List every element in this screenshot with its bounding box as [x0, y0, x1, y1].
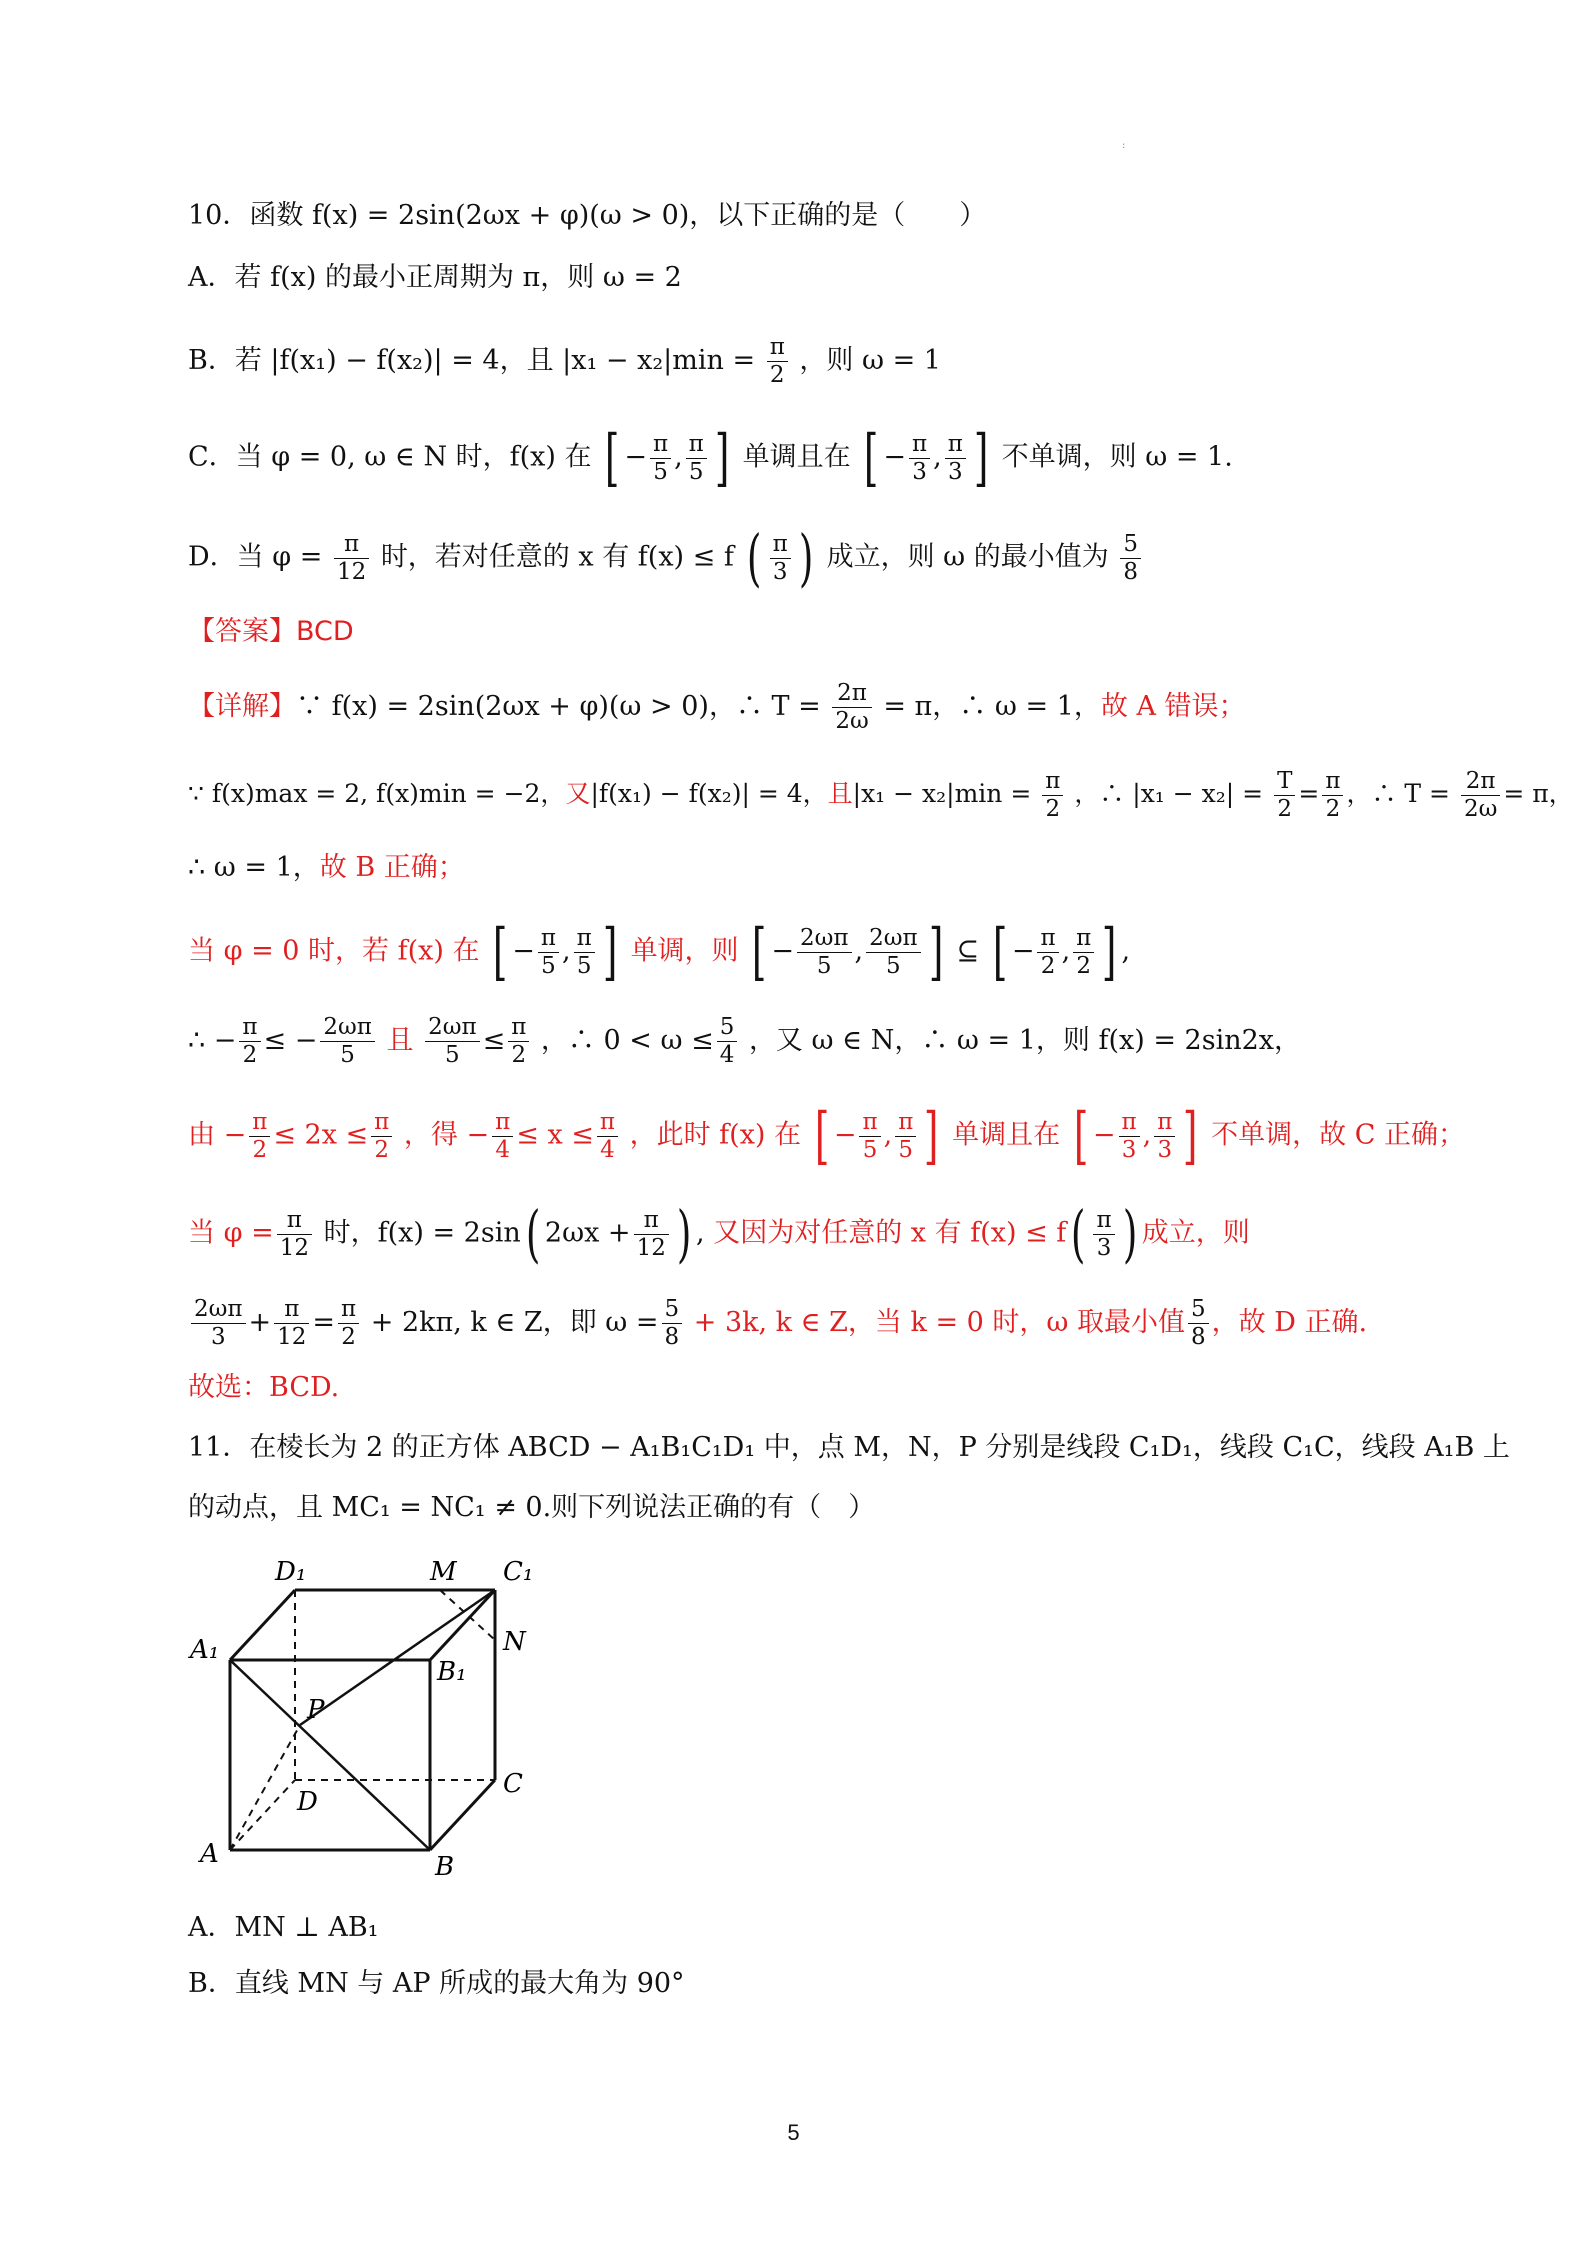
fraction-den: 5 [653, 458, 668, 485]
fraction-den: 2 [242, 1042, 258, 1068]
sol8-c: + 2kπ, k ∈ Z，即 ω = [370, 1307, 659, 1338]
fraction [1073, 925, 1094, 980]
bracket: ] [714, 421, 730, 494]
fraction-num: π [650, 431, 671, 459]
fraction [832, 680, 871, 735]
paren: ) [676, 1197, 692, 1270]
fraction-num: 2π [1461, 768, 1500, 796]
fraction [1119, 1109, 1140, 1164]
bracket: [ [992, 915, 1007, 988]
fraction-den: 8 [1191, 1324, 1206, 1350]
sol2-d: 且 [827, 779, 853, 808]
fraction-den: 5 [886, 952, 901, 979]
fraction-den: 3 [912, 458, 927, 485]
cube-figure [185, 1540, 565, 1880]
fraction-den: 5 [576, 952, 592, 979]
sol8-d: + 3k, k ∈ Z，当 k = 0 时，ω 取最小值 [693, 1307, 1186, 1338]
fraction-den: 8 [664, 1324, 680, 1350]
fraction-num: 2π [832, 680, 871, 708]
fraction-num: 2ωπ [866, 925, 921, 953]
fraction-den: 4 [719, 1042, 735, 1068]
fraction-num: π [492, 1109, 513, 1137]
fraction-den: 3 [1157, 1136, 1173, 1163]
fraction-den: 3 [772, 558, 788, 585]
fraction-den: 2 [1076, 952, 1092, 979]
sol4-c: ⊆ [956, 935, 980, 967]
sol2-c: |f(x₁) − f(x₂)| = 4， [590, 779, 828, 808]
fraction-num: π [1154, 1109, 1175, 1137]
label-a: A [200, 1839, 219, 1869]
fraction [797, 925, 852, 980]
fraction-num: 5 [1120, 531, 1141, 559]
paren: ) [1122, 1197, 1137, 1270]
fraction-num: 5 [717, 1014, 738, 1042]
answer-value: BCD [296, 616, 354, 647]
solution-line-5 [188, 1014, 1301, 1069]
sol2-b: 又 [565, 779, 591, 808]
q11-option-b: B．直线 MN 与 AP 所成的最大角为 90° [188, 1968, 685, 1999]
label-d1: D₁ [275, 1557, 307, 1587]
fraction-num: π [334, 531, 369, 559]
fraction [1322, 768, 1343, 823]
fraction [371, 1109, 392, 1164]
q10-option-d [188, 521, 1144, 594]
fraction [909, 431, 930, 486]
fraction-num: π [249, 1109, 270, 1137]
sol8-b: = [312, 1307, 336, 1338]
fraction-num: π [895, 1109, 916, 1137]
fraction [277, 1207, 312, 1262]
sol6-e: ，此时 f(x) 在 [629, 1119, 802, 1151]
fraction-den: 5 [898, 1136, 914, 1163]
fraction-den: 3 [1096, 1234, 1112, 1261]
corner-mark: : [1122, 140, 1126, 151]
sol6-b: ≤ 2x ≤ [273, 1119, 369, 1151]
label-b1: B₁ [437, 1657, 467, 1687]
fraction-den: 12 [336, 558, 367, 585]
fraction [717, 1014, 738, 1069]
edge-a1-d1 [230, 1590, 295, 1660]
fraction [1037, 925, 1058, 980]
q10-option-c-post: 不单调，则 ω = 1. [1001, 441, 1233, 473]
fraction-num: π [1322, 768, 1343, 796]
fraction-num: π [859, 1109, 880, 1137]
fraction [1188, 1296, 1209, 1351]
q10-option-b-post: ，则 ω = 1 [799, 345, 941, 376]
fraction-den: 12 [279, 1234, 309, 1261]
fraction [650, 431, 671, 486]
bracket: ] [1102, 915, 1117, 988]
sol1-c: 故 A 错误； [1100, 691, 1246, 722]
fraction [508, 1014, 529, 1069]
fraction [1274, 768, 1295, 823]
sol2-a: ∵ f(x)max = 2, f(x)min = −2， [188, 779, 566, 808]
sol5-b: ≤ − [263, 1025, 318, 1056]
label-b: B [435, 1852, 455, 1880]
sol2-e: |x₁ − x₂|min = [852, 779, 1032, 808]
fraction [239, 1014, 260, 1069]
sol6-a: 由 − [188, 1119, 247, 1151]
fraction [1042, 768, 1063, 823]
q10-option-c: C．当 φ = 0, ω ∈ N 时，f(x) 在 [ − $\frac{\pi}{5}$ , $\frac{\pi}{5}$ ] 单调且在 [ − $\frac{\pi}{3}$ , $\frac{\pi}{3}$ ] 不单调，则 ω = 1. [188, 421, 1233, 494]
fraction-den: 5 [816, 952, 832, 979]
bracket: [ [492, 915, 508, 988]
bracket: ] [924, 1099, 939, 1172]
label-c1: C₁ [503, 1557, 534, 1587]
fraction-den: 2 [511, 1042, 527, 1068]
fraction-num: 5 [662, 1296, 683, 1324]
bracket: ] [928, 915, 943, 988]
fraction [334, 531, 369, 586]
solution-line-6: 由 − $\frac{\pi}{2}$ ≤ 2x ≤ $\frac{\pi}{2}$ ，得 − $\frac{\pi}{4}$ ≤ x ≤ $\frac{\pi}{4}$ ，此时 f(x) 在 [ − $\frac{\pi}{5}$ , $\frac{\pi}{5}$ ] 单调且在 [ − $\frac{\pi}{3}$ , $\frac{\pi}{3}$ ] 不单调，故 C 正确； [188, 1099, 1465, 1172]
fraction-den: 12 [277, 1324, 307, 1350]
fraction [538, 925, 559, 980]
q10-option-d-post: 成立，则 ω 的最小值为 [826, 541, 1109, 573]
fraction [945, 431, 966, 486]
fraction-num: π [597, 1109, 618, 1137]
sol6-d: ≤ x ≤ [516, 1119, 594, 1151]
sol6-f: 单调且在 [952, 1119, 1061, 1151]
fraction-num: π [1119, 1109, 1140, 1137]
fraction-num: π [1037, 925, 1058, 953]
fraction-den: 3 [210, 1324, 226, 1350]
solution-line-2 [188, 768, 1574, 823]
sol6-g: 不单调，故 C 正确； [1211, 1119, 1465, 1151]
fraction-den: 3 [947, 458, 963, 485]
sol6-c: ，得 − [403, 1119, 490, 1151]
edge-c-b [430, 1780, 495, 1850]
fraction [1120, 531, 1141, 586]
fraction [895, 1109, 916, 1164]
fraction-num: π [1093, 1207, 1114, 1235]
label-n: N [503, 1627, 526, 1657]
fraction [634, 1207, 669, 1262]
q10-option-c-pre: C．当 φ = 0, ω ∈ N 时，f(x) 在 [188, 441, 592, 473]
solution-line-1 [188, 680, 1246, 735]
fraction-den: 5 [445, 1042, 460, 1068]
fraction-den: 8 [1123, 558, 1138, 585]
fraction-den: 2 [1277, 796, 1293, 822]
paren: ) [798, 521, 814, 594]
fraction-num: π [277, 1207, 312, 1235]
fraction-num: π [767, 334, 788, 362]
sol7-arg: 2ωx + [544, 1217, 631, 1249]
bracket: [ [814, 1099, 830, 1172]
fraction [274, 1296, 309, 1351]
label-p: P [307, 1695, 325, 1725]
q11-option-a: A．MN ⊥ AB₁ [188, 1912, 379, 1943]
answer-line [188, 612, 354, 652]
fraction-den: 2 [374, 1136, 390, 1163]
page-number: 5 [787, 2120, 800, 2145]
fraction-den: 2 [1325, 796, 1341, 822]
q10-option-d-pre: D．当 φ = [188, 541, 323, 573]
fraction-den: 2 [341, 1324, 356, 1350]
fraction-num: π [274, 1296, 309, 1324]
fraction-den: 4 [600, 1136, 615, 1163]
sol4-a: 当 φ = 0 时，若 f(x) 在 [188, 935, 480, 967]
solution-line-3 [188, 848, 465, 888]
sol8-a: + [248, 1307, 272, 1338]
sol4-b: 单调，则 [630, 935, 739, 967]
q10-option-b-pre: B．若 |f(x₁) − f(x₂)| = 4，且 |x₁ − x₂|min = [188, 345, 756, 376]
fraction [686, 431, 707, 486]
fraction-num: π [686, 431, 707, 459]
sol3-a: ∴ ω = 1， [188, 852, 320, 883]
answer-label: 【答案】 [188, 616, 296, 647]
segment-a-p [230, 1725, 300, 1850]
sol2-h: ，∴ T = [1346, 779, 1451, 808]
fraction-num: π [1042, 768, 1063, 796]
fraction-den: 4 [495, 1136, 510, 1163]
fraction-num: π [909, 431, 930, 459]
q11-stem-1: 11．在棱长为 2 的正方体 ABCD − A₁B₁C₁D₁ 中，点 M，N，P 分别是线段 C₁D₁，线段 C₁C，线段 A₁B 上 [188, 1432, 1510, 1463]
sol5-c: 且 [386, 1025, 414, 1056]
fraction-den: 5 [541, 952, 556, 979]
fraction [338, 1296, 359, 1351]
fraction-num: π [538, 925, 559, 953]
sol8-e: ，故 D 正确. [1211, 1307, 1368, 1338]
fraction [866, 925, 921, 980]
fraction-num: T [1274, 768, 1295, 796]
fraction [492, 1109, 513, 1164]
fraction [320, 1014, 375, 1069]
fraction-num: 2ωπ [191, 1296, 246, 1324]
bracket: [ [864, 421, 879, 494]
fraction [425, 1014, 480, 1069]
fraction [191, 1296, 246, 1351]
q10-option-d-mid: 时，若对任意的 x 有 f(x) ≤ f [380, 541, 734, 573]
bracket: ] [1183, 1099, 1198, 1172]
diagonal-a1-b [230, 1660, 430, 1850]
sol7-c: 又因为对任意的 x 有 f(x) ≤ f [713, 1217, 1067, 1249]
fraction-num: 2ωπ [320, 1014, 375, 1042]
sol1-b: = π，∴ ω = 1， [883, 691, 1101, 722]
fraction-num: π [239, 1014, 260, 1042]
fraction-den: 2 [252, 1136, 268, 1163]
sol7-d: 成立，则 [1141, 1217, 1250, 1249]
fraction-num: π [634, 1207, 669, 1235]
fraction-den: 3 [1121, 1136, 1137, 1163]
paren: ( [525, 1197, 541, 1270]
fraction-den: 5 [340, 1042, 355, 1068]
sol1-a: ∵ f(x) = 2sin(2ωx + φ)(ω > 0)，∴ T = [296, 691, 821, 722]
edge-c1-b1 [430, 1590, 495, 1660]
fraction-num: π [945, 431, 966, 459]
sol2-f: ，∴ |x₁ − x₂| = [1074, 779, 1264, 808]
fraction [249, 1109, 270, 1164]
q10-option-b [188, 334, 941, 389]
fraction-num: π [574, 925, 595, 953]
solution-line-7: 当 φ = $\frac{\pi}{12}$ 时，f(x) = 2sin( 2ωx + $\frac{\pi}{12}$ ) , 又因为对任意的 x 有 f(x) ≤ f( $\frac{\pi}{3}$ ) 成立，则 [188, 1197, 1250, 1270]
fraction [662, 1296, 683, 1351]
bracket: ] [602, 915, 618, 988]
solution-line-4: 当 φ = 0 时，若 f(x) 在 [ − $\frac{\pi}{5}$ , $\frac{\pi}{5}$ ] 单调，则 [ − $\frac{2\omega\pi}{5}$ , $\frac{2\omega\pi}{5}$ ] ⊆ [ − $\frac{\pi}{2}$ , $\frac{\pi}{2}$ ] , [188, 915, 1131, 988]
sol5-f: ，又 ω ∈ N，∴ ω = 1，则 f(x) = 2sin2x， [748, 1025, 1302, 1056]
fraction-den: 2 [1040, 952, 1056, 979]
fraction [1154, 1109, 1175, 1164]
paren: ( [747, 521, 762, 594]
q10-stem: 10．函数 f(x) = 2sin(2ωx + φ)(ω > 0)，以下正确的是（ ） [188, 200, 987, 231]
q11-stem-2: 的动点，且 MC₁ = NC₁ ≠ 0.则下列说法正确的有（ ） [188, 1492, 876, 1523]
fraction-num: π [338, 1296, 359, 1324]
bracket: ] [973, 421, 989, 494]
detail-label: 【详解】 [188, 691, 296, 722]
fraction-den: 5 [688, 458, 704, 485]
fraction [574, 925, 595, 980]
fraction-num: 2ωπ [425, 1014, 480, 1042]
fraction [770, 531, 791, 586]
q10-option-c-mid: 单调且在 [742, 441, 851, 473]
sol2-g: = [1298, 779, 1320, 808]
sol3-b: 故 B 正确； [319, 852, 465, 883]
fraction-den: 5 [862, 1136, 878, 1163]
sol5-a: ∴ − [188, 1025, 237, 1056]
fraction-den: 2 [1045, 796, 1061, 822]
fraction [767, 334, 788, 389]
fraction-den: 2ω [835, 708, 869, 734]
fraction [1461, 768, 1500, 823]
label-c: C [503, 1769, 523, 1799]
fraction-num: π [371, 1109, 392, 1137]
fraction-num: 2ωπ [797, 925, 852, 953]
label-d: D [297, 1787, 318, 1817]
fraction-den: 12 [636, 1234, 666, 1261]
fraction-num: 5 [1188, 1296, 1209, 1324]
bracket: [ [751, 915, 767, 988]
fraction [597, 1109, 618, 1164]
fraction [1093, 1207, 1114, 1262]
fraction-den: 2ω [1463, 796, 1498, 822]
fraction-num: π [508, 1014, 529, 1042]
q10-option-a: A．若 f(x) 的最小正周期为 π，则 ω = 2 [188, 262, 682, 293]
solution-line-8 [188, 1296, 1367, 1351]
bracket: [ [1073, 1099, 1089, 1172]
sol7-b: 时，f(x) = 2sin [323, 1217, 521, 1249]
label-m: M [430, 1557, 457, 1587]
sol5-e: ，∴ 0 < ω ≤ [540, 1025, 714, 1056]
fraction-num: π [770, 531, 791, 559]
paren: ( [1071, 1197, 1086, 1270]
sol2-i: = π， [1503, 779, 1574, 808]
sol7-a: 当 φ = [188, 1217, 274, 1249]
fraction [859, 1109, 880, 1164]
choose-line: 故选：BCD. [188, 1372, 340, 1403]
bracket: [ [604, 421, 620, 494]
fraction-num: π [1073, 925, 1094, 953]
sol5-d: ≤ [482, 1025, 506, 1056]
label-a1: A₁ [190, 1635, 220, 1665]
fraction-den: 2 [769, 362, 785, 388]
